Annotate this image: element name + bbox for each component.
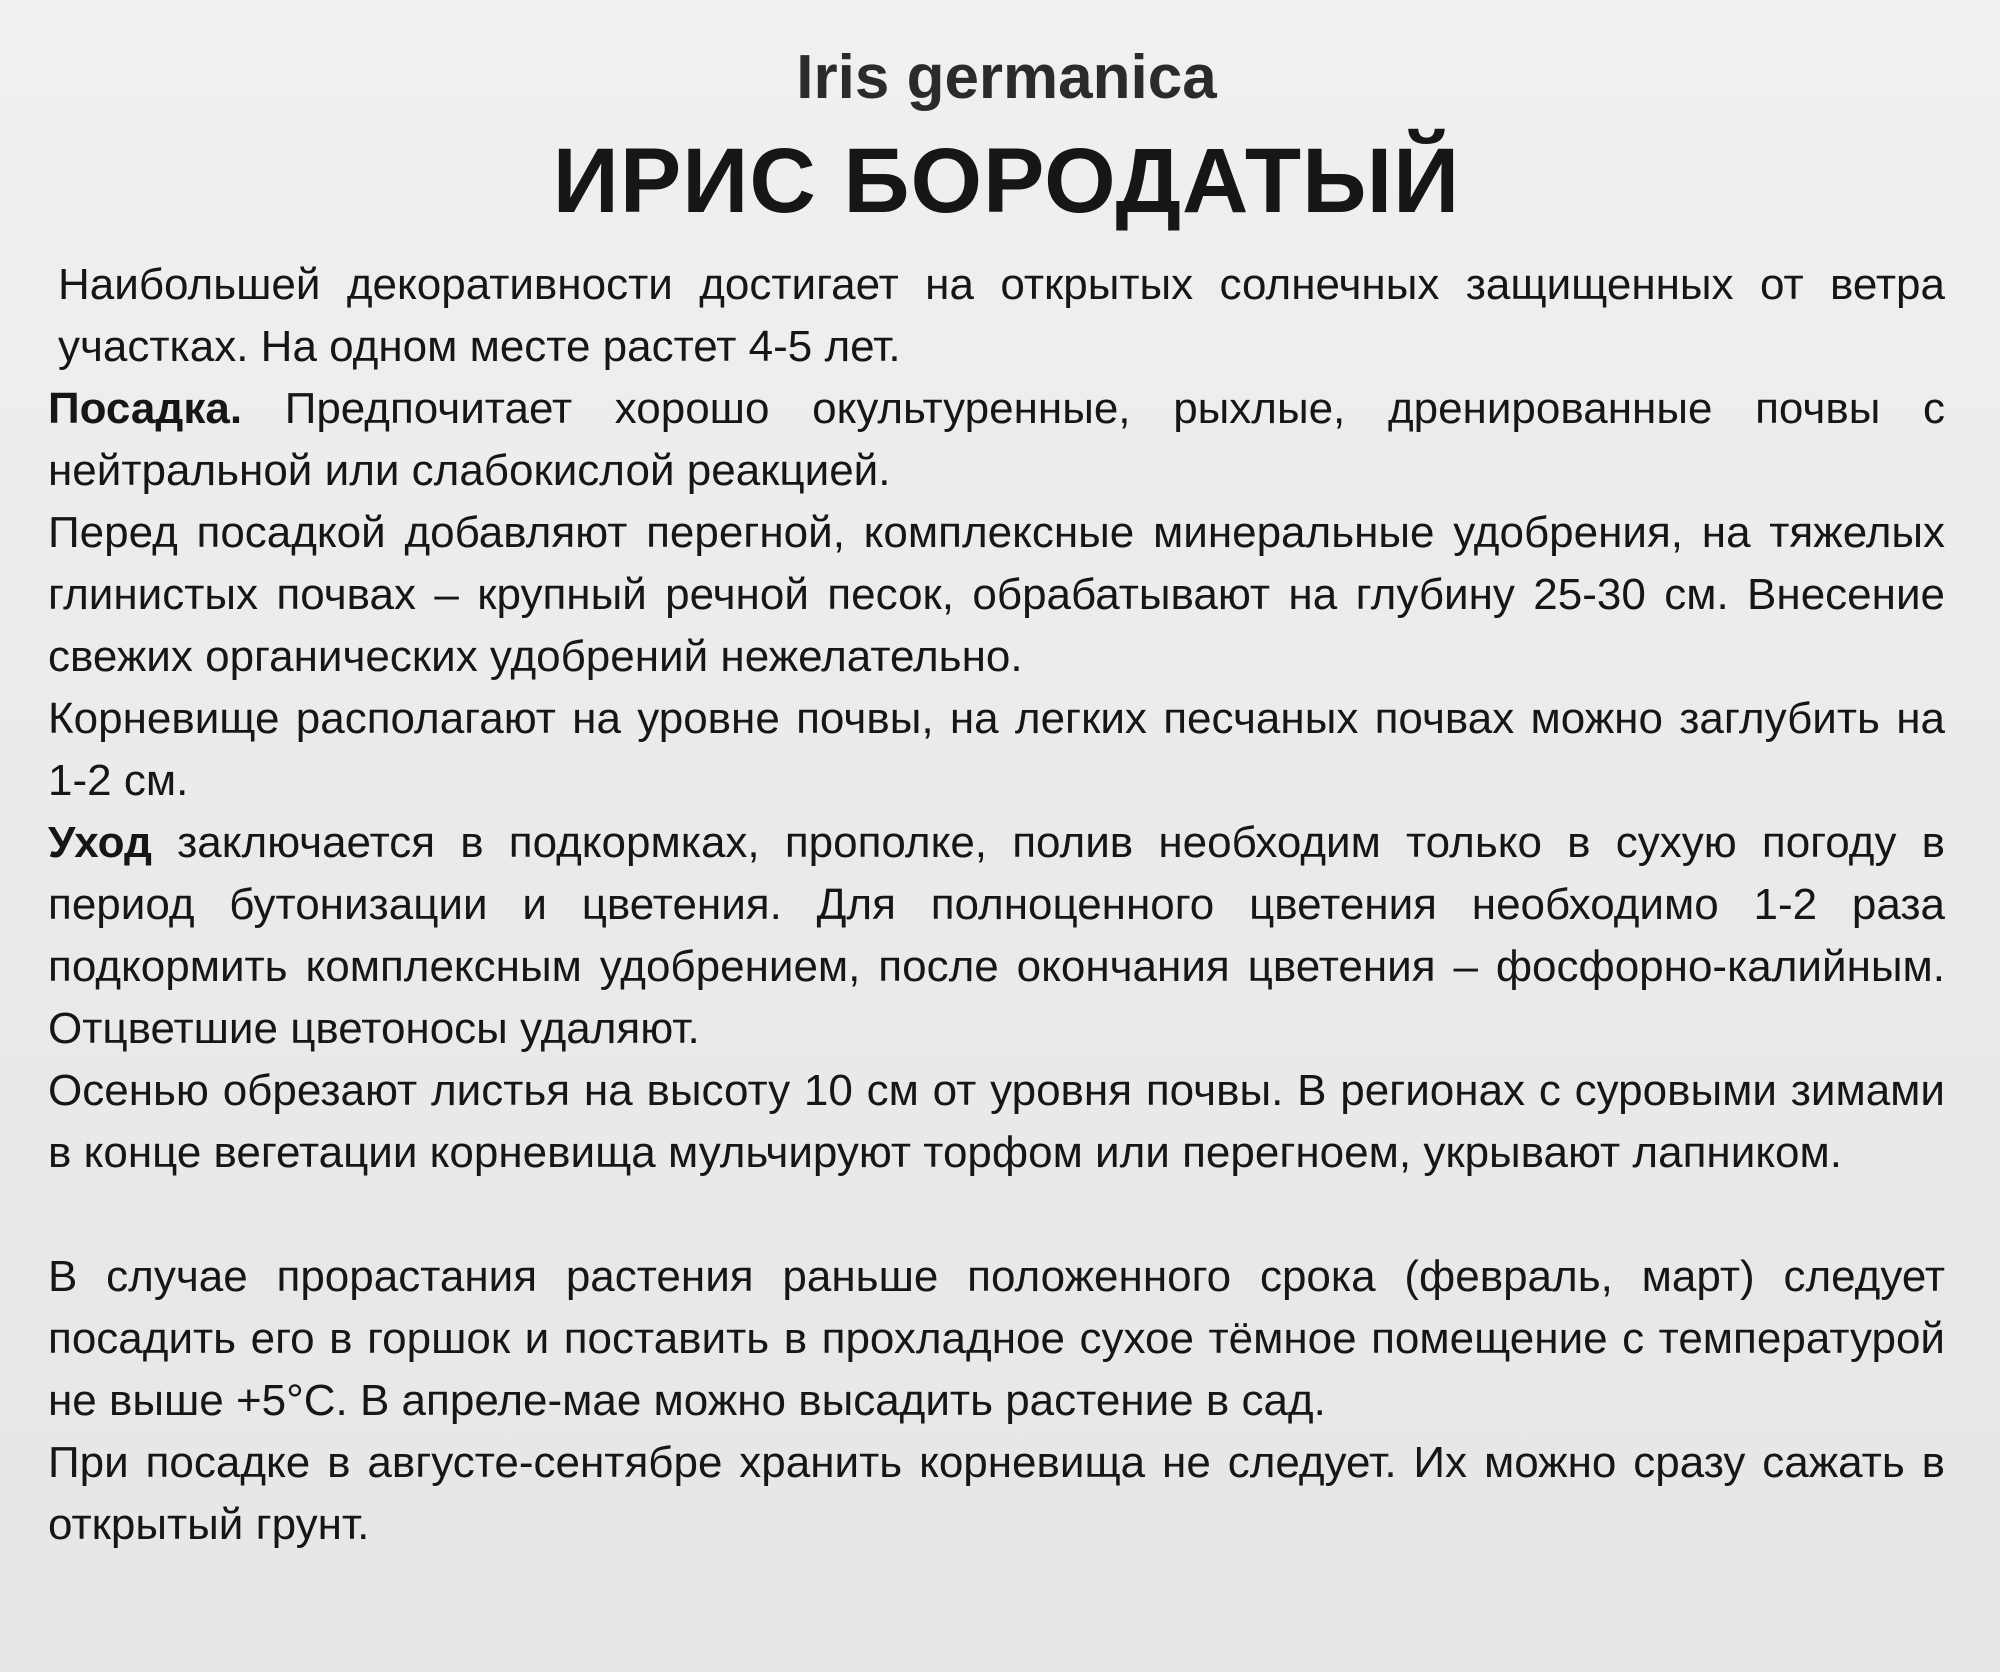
autumn-paragraph: Осенью обрезают листья на высоту 10 см от уровня почвы. В регионах с суровыми зимами в конце вегетации корневища мульчируют торфом или перегноем, укрывают лапником.	[48, 1066, 1945, 1177]
russian-title: ИРИС БОРОДАТЫЙ	[552, 130, 1461, 232]
rhizome-paragraph: Корневище располагают на уровне почвы, на легких песчаных почвах можно заглубить на 1-2 см.	[48, 694, 1945, 805]
early-growth-paragraph: В случае прорастания растения раньше положенного срока (февраль, март) следует посадить его в горшок и поставить в прохладное сухое тёмное помещение с температурой не выше +5°С. В апреле-мае можно высадить растение в сад.	[48, 1252, 1945, 1425]
late-planting-paragraph: При посадке в августе-сентябре хранить корневища не следует. Их можно сразу сажать в открытый грунт.	[48, 1438, 1945, 1549]
latin-title: Iris germanica	[796, 43, 1217, 112]
care-heading: Уход	[48, 818, 152, 867]
planting-text: Предпочитает хорошо окультуренные, рыхлые, дренированные почвы с нейтральной или слабокислой реакцией.	[48, 384, 1945, 495]
intro-paragraph: Наибольшей декоративности достигает на открытых солнечных защищенных от ветра участках. На одном месте растет 4-5 лет.	[58, 260, 1945, 371]
planting-paragraph	[48, 378, 1945, 502]
planting-heading: Посадка.	[48, 384, 243, 433]
care-paragraph	[48, 812, 1945, 1060]
section-spacer	[48, 1184, 1945, 1246]
preparation-paragraph: Перед посадкой добавляют перегной, комплексные минеральные удобрения, на тяжелых глинистых почвах – крупный речной песок, обрабатывают на глубину 25-30 см. Внесение свежих органических удобрений нежелательно.	[48, 508, 1945, 681]
instructions-body	[48, 254, 1945, 1556]
care-text: заключается в подкормках, прополке, полив необходим только в сухую погоду в период бутонизации и цветения. Для полноценного цветения необходимо 1-2 раза подкормить комплексным удобрением, после окончания цветения – фосфорно-калийным. Отцветшие цветоносы удаляют.	[48, 818, 1945, 1053]
